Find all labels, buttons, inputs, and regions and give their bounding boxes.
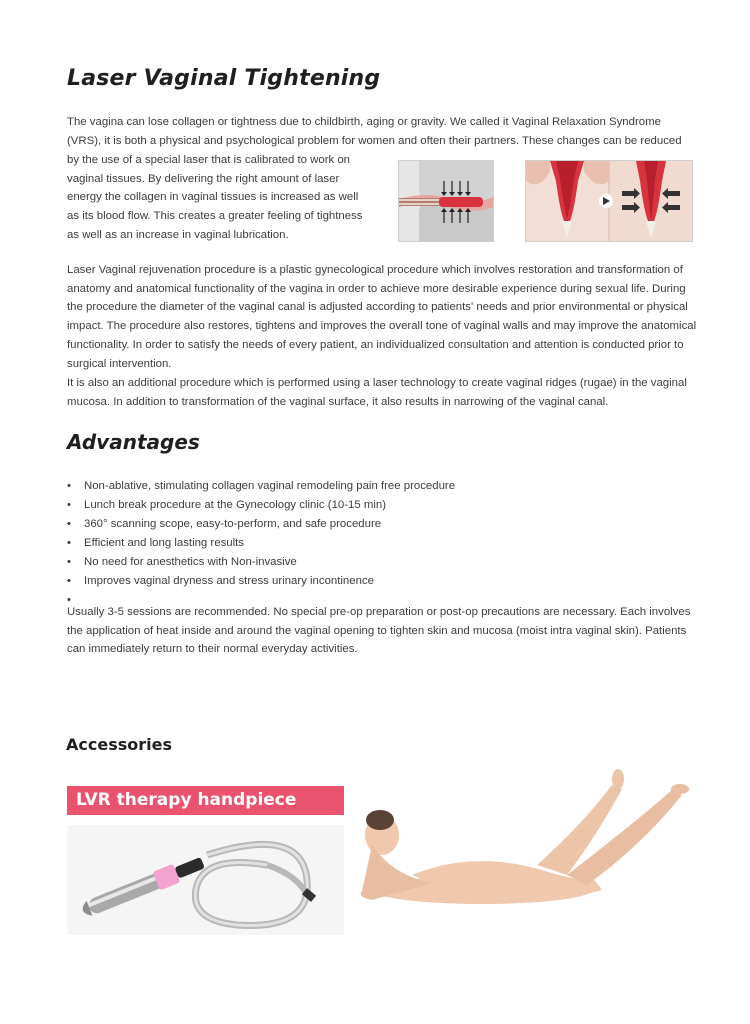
bullet-icon: •: [67, 537, 71, 549]
list-item-text: Improves vaginal dryness and stress urinary incontinence: [84, 575, 374, 587]
bullet-icon: •: [67, 575, 71, 587]
list-item-text: No need for anesthetics with Non-invasive: [84, 556, 297, 568]
rugae-paragraph: It is also an additional procedure which is performed using a laser technology to create vaginal ridges (rugae) in the vaginal mucosa. In addition to transformation of the vaginal surface, it also results in narrowing of the vaginal canal.: [67, 377, 687, 408]
bullet-icon: •: [67, 594, 71, 606]
list-item-text: Efficient and long lasting results: [84, 537, 244, 549]
sessions-paragraph: Usually 3-5 sessions are recommended. No special pre-op preparation or post-op precautions are necessary. Each involves the application of heat inside and around the vaginal opening to tighten skin and mucosa (moist intra vaginal skin). Patients can immediately return to their normal everyday activities.: [67, 606, 691, 656]
accessories-heading: Accessories: [66, 735, 172, 754]
list-item: [67, 534, 697, 553]
list-item: [67, 477, 697, 496]
rejuvenation-paragraph: Laser Vaginal rejuvenation procedure is a plastic gynecological procedure which involves restoration and transformation of anatomy and anatomical functionality of the vagina in order to achieve more desirable experience during sexual life. During the procedure the diameter of the vaginal canal is adjusted according to patients' needs and prior environmental or physical impact. The procedure also restores, tightens and improves the overall tone of vaginal walls and may improve the anatomical functionality. In order to satisfy the needs of every patient, an individualized consultation and attention is conducted prior to surgical intervention.: [67, 264, 697, 370]
list-item: [67, 553, 697, 572]
lvr-handpiece-photo: [67, 825, 344, 935]
handpiece-banner: LVR therapy handpiece: [67, 786, 344, 815]
list-item: [67, 515, 697, 534]
list-item: [67, 496, 697, 515]
list-item-text: Non-ablative, stimulating collagen vaginal remodeling pain free procedure: [84, 480, 456, 492]
advantages-list: [67, 477, 697, 610]
bullet-icon: •: [67, 480, 71, 492]
page-title: Laser Vaginal Tightening: [67, 66, 381, 91]
bullet-icon: •: [67, 518, 71, 530]
list-item-text: Lunch break procedure at the Gynecology clinic (10-15 min): [84, 499, 387, 511]
bullet-icon: •: [67, 556, 71, 568]
laser-probe-cross-section-illustration: [398, 160, 494, 242]
intro-paragraph-side: by the use of a special laser that is calibrated to work on vaginal tissues. By delivering the right amount of laser energy the collagen in vaginal tissues is increased as well as its blood flow. This creates a greater feeling of tightness as well as an increase in vaginal lubrication.: [67, 154, 363, 241]
list-item: [67, 572, 697, 591]
vaginal-tightening-before-after-illustration: [525, 160, 693, 242]
intro-paragraph-top: The vagina can lose collagen or tightness due to childbirth, aging or gravity. We called it Vaginal Relaxation Syndrome (VRS), it is both a physical and psychological problem for women and often their partners. These changes can be reduced: [67, 116, 682, 147]
list-item-text: 360° scanning scope, easy-to-perform, and safe procedure: [84, 518, 382, 530]
advantages-heading: Advantages: [67, 430, 200, 454]
bullet-icon: •: [67, 499, 71, 511]
reclining-woman-photo: [352, 765, 697, 915]
